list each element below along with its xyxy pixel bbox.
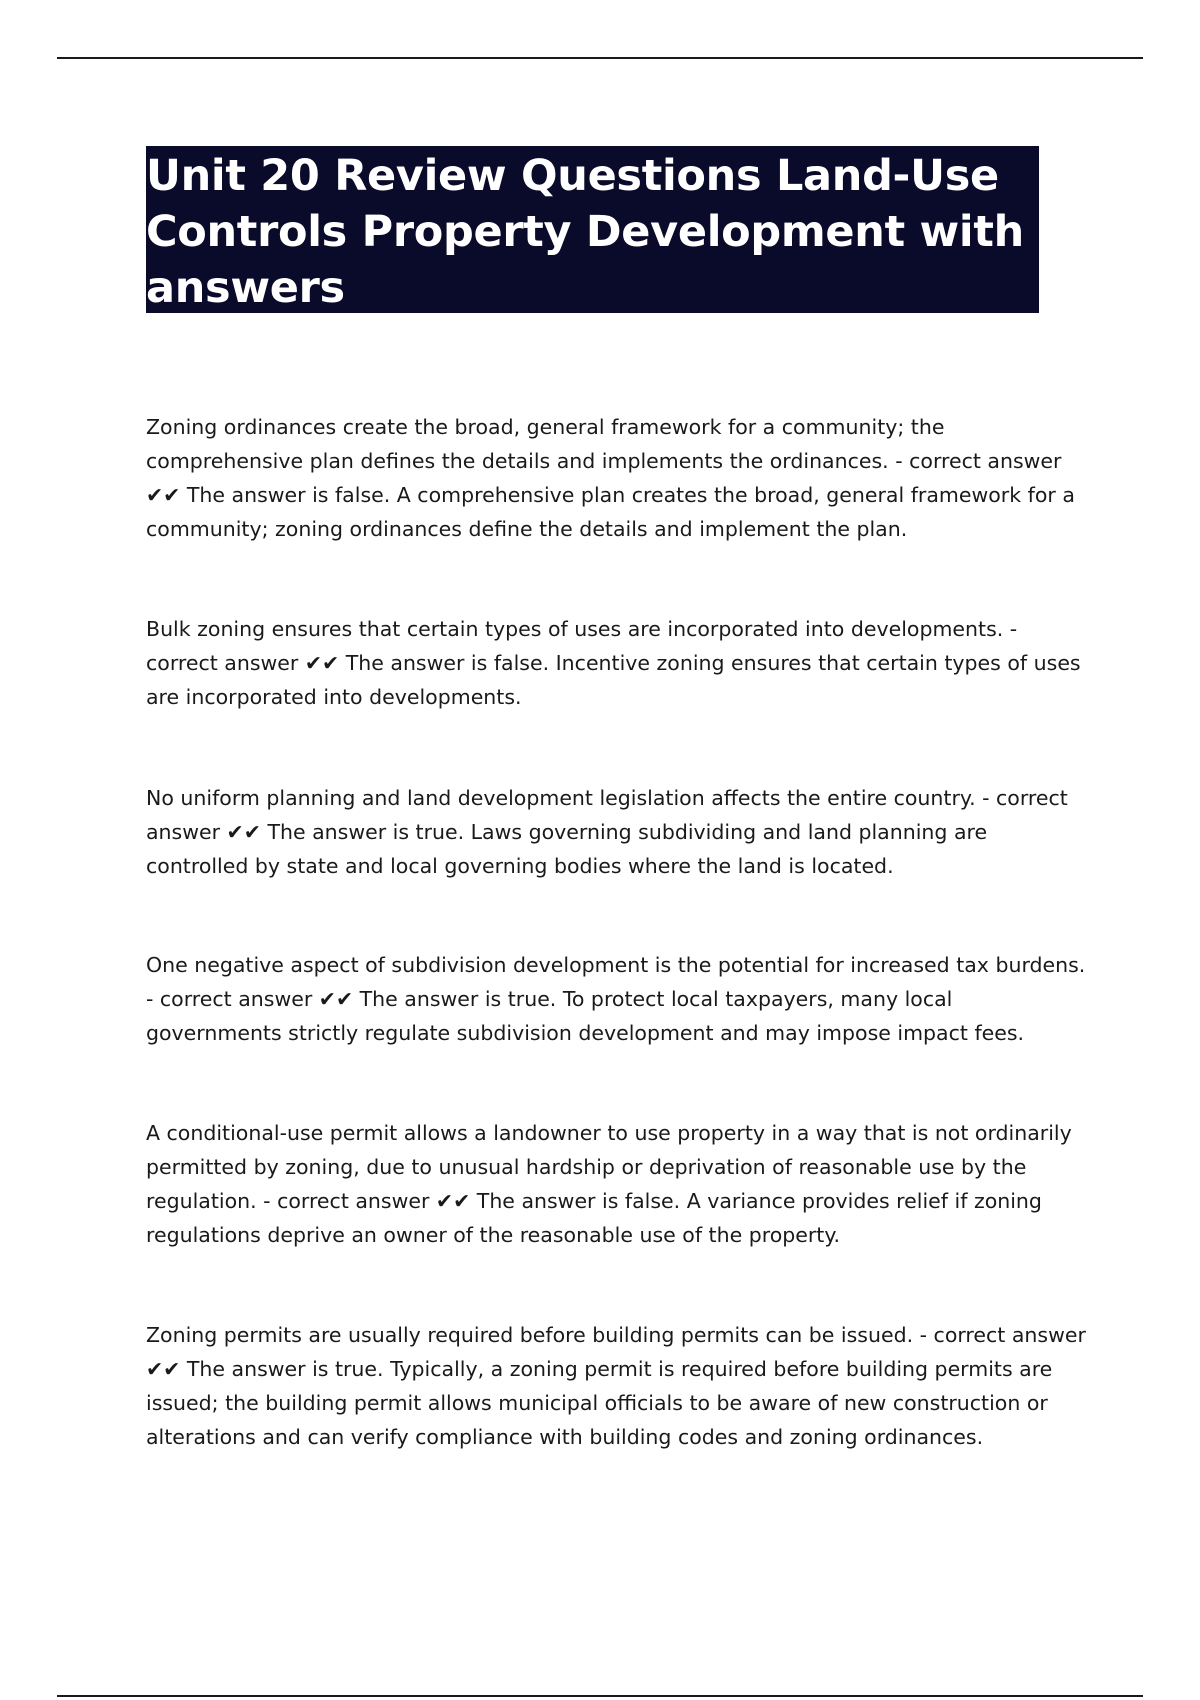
title-banner xyxy=(146,146,1039,313)
answer-separator: - correct answer ✔✔ xyxy=(146,1323,1086,1381)
qa-item xyxy=(146,1318,1091,1454)
answer-separator: - correct answer ✔✔ xyxy=(146,449,1062,507)
answer-text: The answer is true. Laws governing subdividing and land planning are controlled by state and local governing bodies where the land is located. xyxy=(146,820,988,878)
qa-item xyxy=(146,948,1091,1050)
question-text: A conditional-use permit allows a landowner to use property in a way that is not ordinarily permitted by zoning, due to unusual hardship or deprivation of reasonable use by the regulation. xyxy=(146,1121,1072,1213)
answer-separator: - correct answer ✔✔ xyxy=(146,987,360,1011)
answer-separator: - correct answer ✔✔ xyxy=(146,786,1068,844)
question-text: No uniform planning and land development legislation affects the entire country. xyxy=(146,786,976,810)
answer-separator: - correct answer ✔✔ xyxy=(146,617,1018,675)
answer-separator: - correct answer ✔✔ xyxy=(256,1189,477,1213)
qa-item xyxy=(146,612,1091,714)
qa-item xyxy=(146,410,1091,546)
question-text: Bulk zoning ensures that certain types of uses are incorporated into developments. xyxy=(146,617,1004,641)
header-rule xyxy=(57,57,1143,59)
answer-text: The answer is true. Typically, a zoning permit is required before building permits are issued; the building permit allows municipal officials to be aware of new construction or alterations and can verify compliance with building codes and zoning ordinances. xyxy=(146,1357,1053,1449)
question-text: One negative aspect of subdivision development is the potential for increased tax burdens. xyxy=(146,953,1086,977)
question-text: Zoning permits are usually required before building permits can be issued. xyxy=(146,1323,914,1347)
answer-text: The answer is true. To protect local taxpayers, many local governments strictly regulate subdivision development and may impose impact fees. xyxy=(146,987,1025,1045)
answer-text: The answer is false. A comprehensive plan creates the broad, general framework for a community; zoning ordinances define the details and implement the plan. xyxy=(146,483,1075,541)
answer-text: The answer is false. Incentive zoning ensures that certain types of uses are incorporated into developments. xyxy=(146,651,1081,709)
page-title: Unit 20 Review Questions Land-Use Controls Property Development with answers xyxy=(146,151,1024,313)
footer-rule xyxy=(57,1695,1143,1697)
qa-item xyxy=(146,1116,1091,1252)
qa-item xyxy=(146,781,1091,883)
answer-text: The answer is false. A variance provides relief if zoning regulations deprive an owner of the reasonable use of the property. xyxy=(146,1189,1042,1247)
question-text: Zoning ordinances create the broad, general framework for a community; the comprehensive plan defines the details and implements the ordinances. xyxy=(146,415,945,473)
